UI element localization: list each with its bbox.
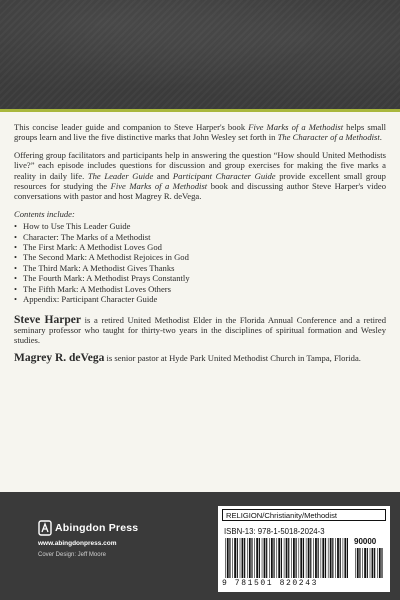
isbn-number: ISBN-13: 978-1-5018-2024-3 xyxy=(224,527,325,536)
offering-paragraph xyxy=(14,150,386,202)
intro-text-1: This concise leader guide and companion to Steve Harper's book xyxy=(14,122,249,132)
intro-book-title: Five Marks of a Methodist xyxy=(248,122,344,132)
author-name: Steve Harper xyxy=(14,313,81,326)
offering-title-1: The Leader Guide xyxy=(87,170,154,181)
bullet-icon: • xyxy=(14,273,18,284)
list-item xyxy=(14,284,386,294)
intro-wesley-title: The Character of a Methodist xyxy=(277,132,380,143)
offering-text-1: Offering group facilitators and participants help in answering the question “How should United Methodists live?” each episode includes questions for discussion and group exercises for making the five marks a reality in daily life. xyxy=(14,149,386,181)
list-item-text: The First Mark: A Methodist Loves God xyxy=(23,242,162,253)
bullet-icon: • xyxy=(14,242,18,253)
offering-text-2: and xyxy=(153,170,173,181)
list-item xyxy=(14,242,386,252)
offering-text-4: book and discussing author Steve Harper's video conversations with pastor and host Magrey R. deVega. xyxy=(14,181,386,202)
bullet-icon: • xyxy=(14,283,18,294)
offering-title-3: Five Marks of a Methodist xyxy=(110,181,208,192)
intro-paragraph xyxy=(14,122,386,143)
author-bio-text: is a retired United Methodist Elder in the Florida Annual Conference and a retired seminary professor who taught for thirty-two years in the disciplines of spiritual formation and Wesley studies. xyxy=(14,314,386,346)
list-item-text: The Second Mark: A Methodist Rejoices in God xyxy=(23,252,189,263)
host-bio-text: is senior pastor at Hyde Park United Methodist Church in Tampa, Florida. xyxy=(104,352,361,363)
list-item-text: Character: The Marks of a Methodist xyxy=(23,231,151,242)
abingdon-logo-icon xyxy=(38,520,52,536)
list-item xyxy=(14,273,386,283)
barcode-icon xyxy=(224,538,348,578)
intro-text-2: helps small groups learn and live the five distinctive marks that John Wesley set forth in xyxy=(14,122,387,143)
list-item xyxy=(14,263,386,273)
bullet-icon: • xyxy=(14,252,18,263)
design-credit: Cover Design: Jeff Moore xyxy=(38,552,106,558)
author-bio xyxy=(14,315,386,346)
offering-title-2: Participant Character Guide xyxy=(172,170,276,181)
publisher-logo xyxy=(38,520,138,536)
intro-text-3: . xyxy=(379,132,382,143)
contents-list xyxy=(14,221,386,304)
offering-text-3: provide excellent small group resources for studying the xyxy=(14,170,386,192)
bullet-icon: • xyxy=(14,294,18,305)
description-content xyxy=(14,122,386,370)
category-label: RELIGION/Christianity/Methodist xyxy=(222,509,386,521)
publisher-url[interactable]: www.abingdonpress.com xyxy=(38,540,117,547)
list-item xyxy=(14,221,386,231)
bullet-icon: • xyxy=(14,262,18,273)
list-item-text: How to Use This Leader Guide xyxy=(23,221,131,232)
top-texture xyxy=(0,0,400,112)
price-barcode-icon xyxy=(354,548,384,578)
list-item xyxy=(14,232,386,242)
barcode-digits: 9 781501 820243 xyxy=(222,579,319,588)
publisher-name: Abingdon Press xyxy=(55,522,139,534)
list-item-text: Appendix: Participant Character Guide xyxy=(23,294,158,305)
list-item-text: The Third Mark: A Methodist Gives Thanks xyxy=(23,262,175,273)
list-item-text: The Fifth Mark: A Methodist Loves Others xyxy=(23,283,171,294)
host-bio xyxy=(14,353,386,363)
contents-label: Contents include: xyxy=(14,208,75,219)
price-code: 90000 xyxy=(354,537,377,546)
isbn-box xyxy=(218,506,390,592)
list-item-text: The Fourth Mark: A Methodist Prays Constantly xyxy=(23,273,190,284)
host-name: Magrey R. deVega xyxy=(14,351,105,364)
list-item xyxy=(14,294,386,304)
list-item xyxy=(14,252,386,262)
bullet-icon: • xyxy=(14,221,18,232)
bullet-icon: • xyxy=(14,231,18,242)
